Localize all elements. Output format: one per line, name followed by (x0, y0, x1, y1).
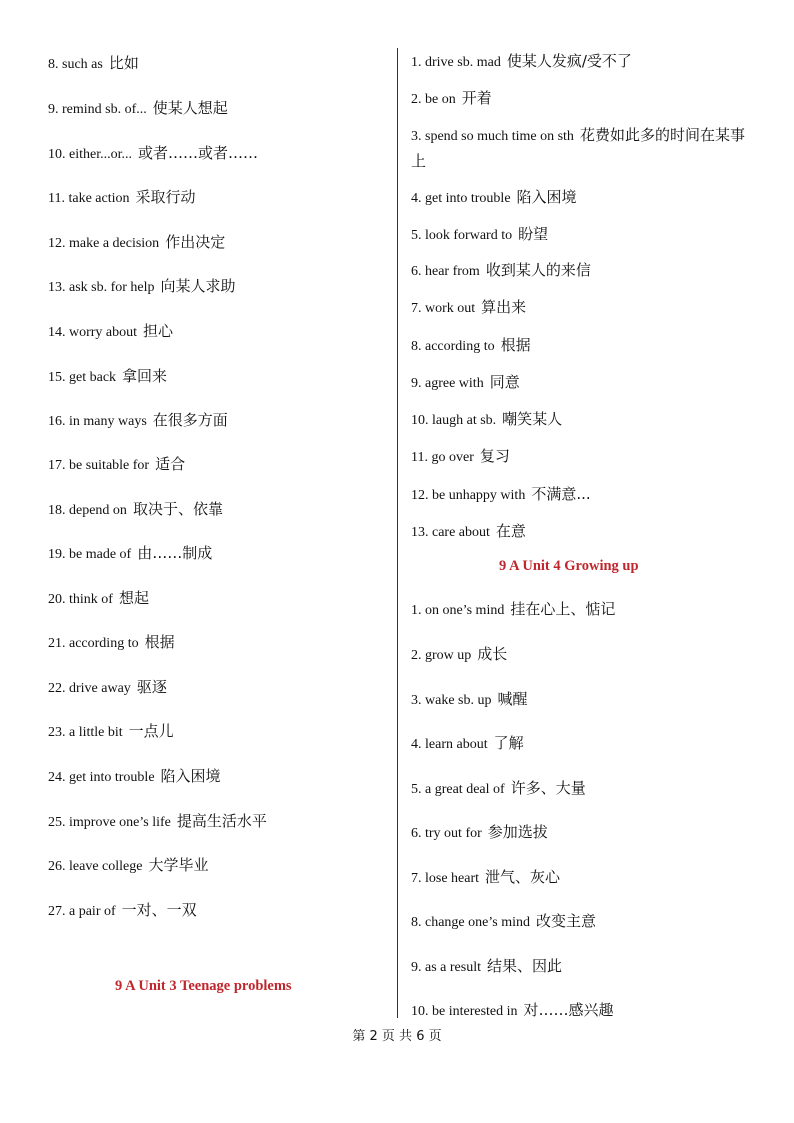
phrase-item (48, 542, 212, 566)
phrase-english: 10. be interested in (411, 1004, 518, 1019)
phrase-chinese: 或者……或者…… (138, 144, 259, 162)
phrase-english: 1. drive sb. mad (411, 55, 501, 70)
phrase-chinese: 取决于、依靠 (132, 500, 223, 518)
phrase-english: 7. work out (411, 301, 476, 316)
phrase-chinese: 使某人想起 (152, 99, 228, 117)
phrase-english: 11. go over (411, 450, 474, 465)
phrase-chinese: 采取行动 (135, 188, 196, 206)
phrase-item (411, 866, 560, 890)
phrase-item (411, 643, 507, 667)
phrase-item (48, 275, 236, 299)
phrase-english: 12. be unhappy with (411, 488, 526, 503)
phrase-item (411, 87, 492, 111)
phrase-chinese: 喊醒 (497, 690, 528, 708)
phrase-english: 10. laugh at sb. (411, 413, 497, 428)
phrase-english: 26. leave college (48, 859, 143, 874)
phrase-english: 22. drive away (48, 681, 131, 696)
phrase-chinese: 改变主意 (535, 912, 596, 930)
phrase-chinese: 算出来 (481, 298, 527, 316)
phrase-item (48, 899, 197, 923)
phrase-english: 4. learn about (411, 737, 488, 752)
phrase-english: 2. be on (411, 92, 456, 107)
phrase-item (411, 688, 528, 712)
phrase-chinese: 根据 (144, 633, 175, 651)
phrase-english: 8. such as (48, 57, 103, 72)
phrase-item (411, 999, 614, 1023)
phrase-item (48, 631, 175, 655)
phrase-item (48, 720, 174, 744)
phrase-item (411, 910, 596, 934)
phrase-chinese: 拿回来 (122, 367, 168, 385)
phrase-english: 15. get back (48, 370, 117, 385)
phrase-english: 2. grow up (411, 648, 472, 663)
phrase-chinese: 作出决定 (165, 233, 226, 251)
phrase-item (48, 231, 225, 255)
phrase-item (48, 97, 228, 121)
phrase-item (411, 123, 751, 174)
phrase-chinese: 想起 (118, 589, 149, 607)
page-footer: 第 2 页 共 6 页 (352, 1029, 442, 1044)
phrase-chinese: 对……感兴趣 (523, 1001, 614, 1019)
phrase-chinese: 根据 (500, 336, 531, 354)
phrase-item (48, 810, 267, 834)
phrase-item (411, 296, 526, 320)
phrase-chinese: 大学毕业 (148, 856, 209, 874)
phrase-english: 8. according to (411, 339, 495, 354)
phrase-chinese: 一对、一双 (121, 901, 197, 919)
phrase-item (411, 598, 615, 622)
phrase-english: 23. a little bit (48, 725, 123, 740)
phrase-english: 19. be made of (48, 547, 132, 562)
phrase-chinese: 陷入困境 (160, 767, 221, 785)
phrase-item (48, 409, 228, 433)
phrase-item (48, 142, 258, 166)
phrase-english: 21. according to (48, 636, 139, 651)
phrase-english: 4. get into trouble (411, 191, 511, 206)
phrase-item (411, 483, 591, 507)
phrase-english: 3. wake sb. up (411, 693, 492, 708)
phrase-item (411, 259, 591, 283)
phrase-item (48, 498, 223, 522)
phrase-chinese: 泄气、灰心 (485, 868, 561, 886)
phrase-chinese: 提高生活水平 (176, 812, 267, 830)
phrase-item (411, 186, 577, 210)
phrase-english: 9. agree with (411, 376, 484, 391)
phrase-english: 27. a pair of (48, 904, 116, 919)
phrase-chinese: 不满意... (531, 485, 591, 503)
phrase-item (411, 50, 632, 74)
phrase-item (411, 408, 562, 432)
phrase-english: 8. change one’s mind (411, 915, 530, 930)
phrase-chinese: 使某人发疯/受不了 (506, 52, 632, 70)
phrase-chinese: 比如 (108, 54, 139, 72)
phrase-item (48, 676, 167, 700)
phrase-english: 3. spend so much time on sth (411, 129, 574, 144)
phrase-chinese: 担心 (143, 322, 174, 340)
phrase-chinese: 复习 (479, 447, 510, 465)
phrase-english: 16. in many ways (48, 414, 147, 429)
phrase-english: 6. hear from (411, 264, 480, 279)
phrase-english: 24. get into trouble (48, 770, 155, 785)
phrase-english: 9. as a result (411, 960, 481, 975)
phrase-item (411, 334, 531, 358)
phrase-chinese: 盼望 (518, 225, 549, 243)
phrase-item (48, 186, 196, 210)
phrase-item (411, 371, 520, 395)
phrase-chinese: 嘲笑某人 (502, 410, 563, 428)
phrase-chinese: 在意 (495, 522, 526, 540)
phrase-item (411, 732, 524, 756)
phrase-english: 1. on one’s mind (411, 603, 505, 618)
phrase-chinese: 收到某人的来信 (485, 261, 591, 279)
phrase-english: 14. worry about (48, 325, 138, 340)
phrase-item (411, 777, 586, 801)
phrase-item (411, 445, 510, 469)
phrase-english: 25. improve one’s life (48, 815, 171, 830)
phrase-english: 11. take action (48, 191, 130, 206)
phrase-item (411, 821, 548, 845)
phrase-chinese: 参加选拔 (487, 823, 548, 841)
phrase-chinese: 由……制成 (137, 544, 213, 562)
phrase-item (48, 365, 167, 389)
phrase-chinese: 陷入困境 (516, 188, 577, 206)
phrase-english: 5. a great deal of (411, 782, 505, 797)
phrase-english: 17. be suitable for (48, 458, 150, 473)
phrase-chinese: 许多、大量 (510, 779, 586, 797)
phrase-chinese: 花费如此多的时间在某事上 (411, 126, 745, 170)
phrase-chinese: 适合 (155, 455, 186, 473)
phrase-chinese: 一点儿 (128, 722, 174, 740)
phrase-english: 5. look forward to (411, 228, 513, 243)
phrase-item (48, 765, 221, 789)
section-heading-unit-4: 9 A Unit 4 Growing up (499, 558, 639, 574)
phrase-item (411, 520, 526, 544)
phrase-item (48, 854, 208, 878)
phrase-english: 13. ask sb. for help (48, 280, 155, 295)
phrase-chinese: 结果、因此 (486, 957, 562, 975)
phrase-chinese: 在很多方面 (152, 411, 228, 429)
phrase-english: 12. make a decision (48, 236, 160, 251)
phrase-chinese: 同意 (489, 373, 520, 391)
phrase-chinese: 驱逐 (136, 678, 167, 696)
column-divider (397, 48, 398, 1018)
phrase-item (48, 52, 139, 76)
phrase-item (411, 223, 548, 247)
phrase-english: 20. think of (48, 592, 113, 607)
phrase-item (48, 587, 149, 611)
phrase-english: 10. either...or... (48, 147, 132, 162)
phrase-item (411, 955, 562, 979)
phrase-chinese: 向某人求助 (160, 277, 236, 295)
phrase-english: 6. try out for (411, 826, 482, 841)
phrase-chinese: 开着 (461, 89, 492, 107)
phrase-item (48, 320, 173, 344)
section-heading-unit-3: 9 A Unit 3 Teenage problems (115, 978, 292, 994)
phrase-chinese: 挂在心上、惦记 (510, 600, 616, 618)
phrase-english: 13. care about (411, 525, 490, 540)
phrase-english: 18. depend on (48, 503, 127, 518)
phrase-english: 9. remind sb. of... (48, 102, 147, 117)
phrase-chinese: 了解 (493, 734, 524, 752)
phrase-english: 7. lose heart (411, 871, 480, 886)
phrase-item (48, 453, 185, 477)
phrase-chinese: 成长 (477, 645, 508, 663)
